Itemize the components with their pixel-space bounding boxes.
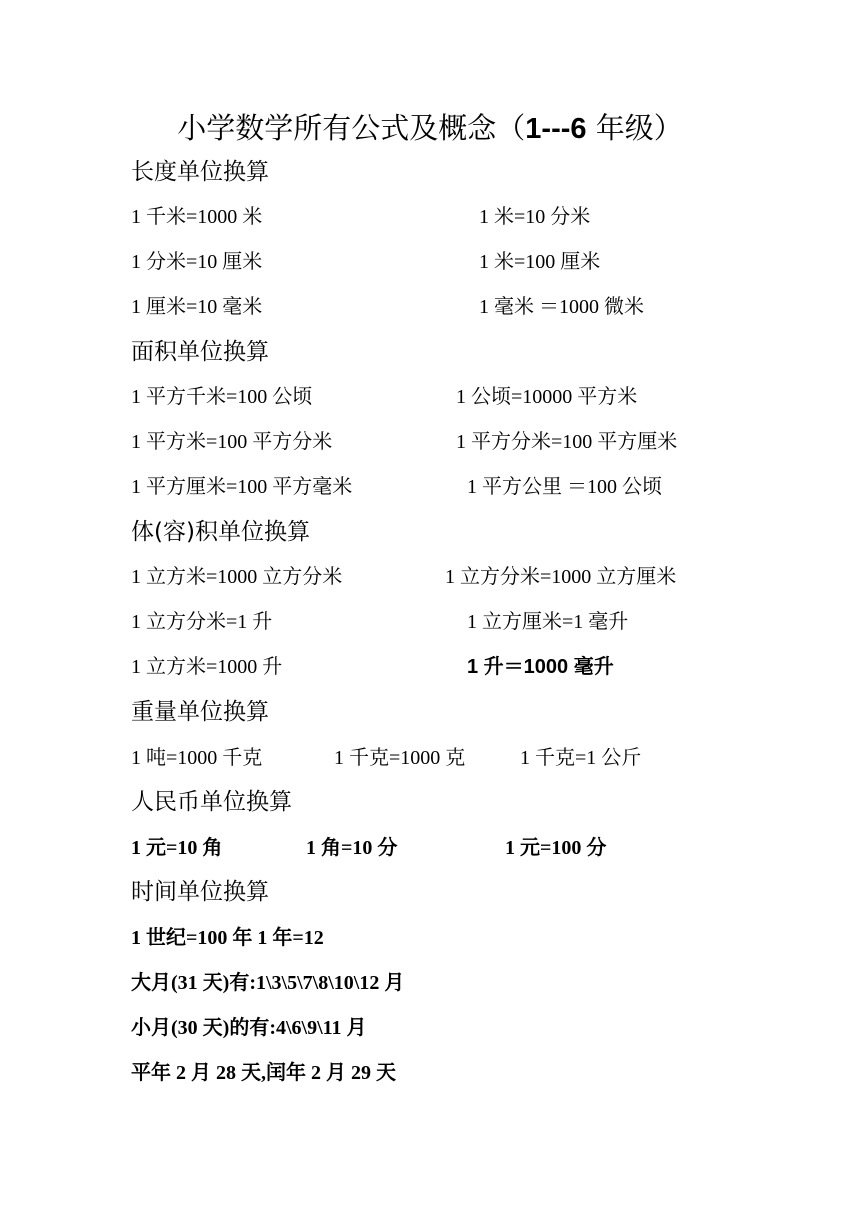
area-row-1 bbox=[0, 382, 860, 412]
conversion-item: 1 立方米=1000 立方分米 bbox=[131, 566, 343, 588]
volume-row-2 bbox=[0, 607, 860, 637]
conversion-item: 1 立方分米=1 升 bbox=[131, 611, 273, 633]
conversion-item: 1 立方厘米=1 毫升 bbox=[467, 611, 629, 633]
conversion-item: 1 毫米 ＝1000 微米 bbox=[479, 296, 644, 318]
conversion-item: 1 世纪=100 年 1 年=12 bbox=[131, 927, 324, 949]
conversion-item: 1 分米=10 厘米 bbox=[131, 251, 263, 273]
conversion-item: 1 平方千米=100 公顷 bbox=[131, 386, 313, 408]
conversion-item: 1 平方公里 ＝100 公顷 bbox=[467, 476, 662, 498]
length-row-1 bbox=[0, 202, 860, 232]
conversion-item: 1 吨=1000 千克 bbox=[131, 747, 263, 769]
section-heading-length: 长度单位换算 bbox=[131, 159, 269, 185]
section-heading-weight: 重量单位换算 bbox=[131, 699, 269, 725]
conversion-item: 1 千米=1000 米 bbox=[131, 206, 263, 228]
title-grade-range: 1---6 bbox=[525, 113, 587, 145]
title-prefix: 小学数学所有公式及概念（ bbox=[177, 111, 526, 145]
currency-row-1 bbox=[0, 833, 860, 863]
conversion-item: 大月(31 天)有:1\3\5\7\8\10\12 月 bbox=[131, 972, 405, 994]
volume-row-1 bbox=[0, 562, 860, 592]
conversion-item: 1 元=100 分 bbox=[505, 837, 607, 859]
time-row-3 bbox=[0, 1013, 860, 1043]
conversion-item: 1 平方厘米=100 平方毫米 bbox=[131, 476, 353, 498]
conversion-item: 1 公顷=10000 平方米 bbox=[456, 386, 638, 408]
page-title bbox=[0, 108, 860, 149]
area-row-3 bbox=[0, 472, 860, 502]
section-heading-area: 面积单位换算 bbox=[131, 339, 269, 365]
conversion-item: 1 米=100 厘米 bbox=[479, 251, 601, 273]
conversion-item: 1 升＝1000 毫升 bbox=[467, 656, 614, 678]
weight-row-1 bbox=[0, 743, 860, 773]
time-row-4 bbox=[0, 1058, 860, 1088]
length-row-3 bbox=[0, 292, 860, 322]
conversion-item: 1 元=10 角 bbox=[131, 837, 223, 859]
area-row-2 bbox=[0, 427, 860, 457]
conversion-item: 1 千克=1000 克 bbox=[334, 747, 466, 769]
length-row-2 bbox=[0, 247, 860, 277]
conversion-item: 1 立方分米=1000 立方厘米 bbox=[445, 566, 677, 588]
time-row-1 bbox=[0, 923, 860, 953]
time-row-2 bbox=[0, 968, 860, 998]
conversion-item: 1 平方米=100 平方分米 bbox=[131, 431, 333, 453]
section-heading-time: 时间单位换算 bbox=[131, 879, 269, 905]
title-suffix: 年级） bbox=[586, 111, 683, 145]
conversion-item: 1 米=10 分米 bbox=[479, 206, 591, 228]
conversion-item: 平年 2 月 28 天,闰年 2 月 29 天 bbox=[131, 1062, 396, 1084]
section-heading-currency: 人民币单位换算 bbox=[131, 789, 292, 815]
section-heading-volume: 体(容)积单位换算 bbox=[131, 519, 310, 545]
conversion-item: 小月(30 天)的有:4\6\9\11 月 bbox=[131, 1017, 367, 1039]
conversion-item: 1 平方分米=100 平方厘米 bbox=[456, 431, 678, 453]
conversion-item: 1 厘米=10 毫米 bbox=[131, 296, 263, 318]
conversion-item: 1 立方米=1000 升 bbox=[131, 656, 283, 678]
volume-row-3 bbox=[0, 652, 860, 682]
conversion-item: 1 角=10 分 bbox=[306, 837, 398, 859]
conversion-item: 1 千克=1 公斤 bbox=[520, 747, 642, 769]
